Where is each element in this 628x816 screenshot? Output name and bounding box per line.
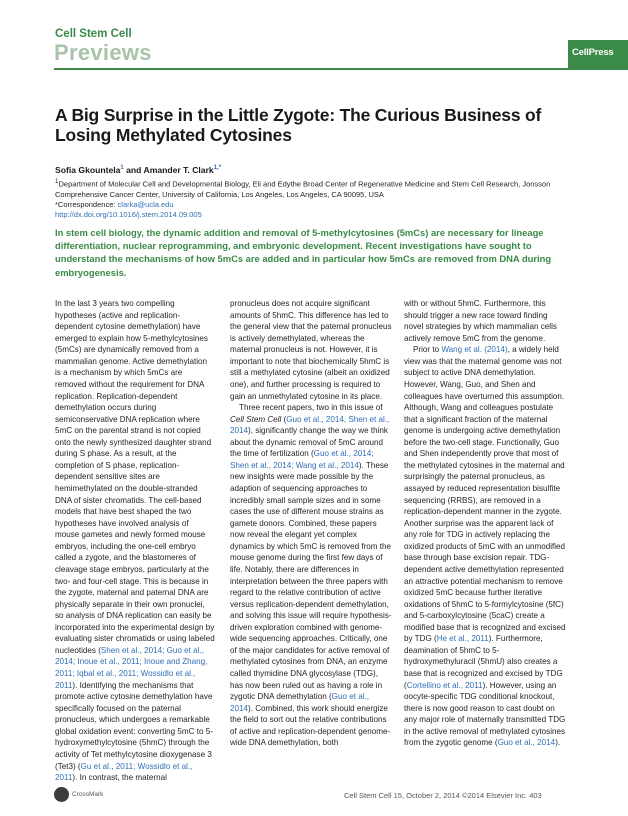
crossmark-icon	[54, 787, 69, 802]
body-paragraph	[230, 402, 392, 749]
section-title: Previews	[54, 40, 152, 65]
body-text: with or without 5hmC. Furthermore, this should trigger a new race toward finding novel strategies by which mammalian cells actively remove 5mC from the genome.	[404, 299, 557, 343]
reference-link[interactable]: Cortellino et al., 2011	[406, 680, 483, 690]
body-column-2	[230, 298, 392, 749]
journal-italic: Cell Stem Cell	[230, 414, 282, 424]
body-column-1	[55, 298, 215, 784]
body-text: ). Furthermore, deamination of 5hmC to 5-hydroxymethyluracil (5hmU) also creates a base that is recognized and excised by TDG (	[404, 634, 563, 690]
article-title: A Big Surprise in the Little Zygote: The Curious Business of Losing Methylated Cytosines	[55, 105, 542, 145]
author-2-affiliation-mark: 1,*	[213, 165, 222, 172]
body-text: pronucleus does not acquire significant amounts of 5hmC. This difference has led to the general view that the paternal pronucleus is actively demethylated, whereas the maternal pronucleus is not. However, it is important to note that biochemically 5hmC is still a methylated cytosine (albeit an oxidized one), and further processing is required to gain an unmethylated cytosine in its place.	[230, 299, 392, 401]
reference-link[interactable]: Guo et al., 2014; Shen et al., 2014; Wang et al., 2014	[230, 449, 374, 470]
reference-link[interactable]: Shen et al., 2014; Guo et al., 2014; Inoue et al., 2011; Inoue and Zhang, 2011; Iqbal et al., 2011; Wossidlo et al., 2011	[55, 645, 208, 690]
body-text: ). In contrast, the maternal	[72, 773, 167, 783]
body-text: In the last 3 years two compelling hypotheses (active and replication-dependent cytosine demethylation) have emerged to explain how 5-methylcytosines (5mCs) are dynamically removed from a mammalian genome. Active demethylation is a mechanism by which 5mCs are removed without the requirement for DNA replication. Replication-dependent demethylation occurs during semiconservative DNA replication where 5mC on the parental strand is not copied onto the newly synthesized daughter strand during S phase. As a result, at the completion of S phase, replication-dependent sensitive sites are hemimethylated on the double-stranded DNA of sister chromatids. The cell-based models that have best shaped the two hypotheses have involved analysis of mouse gametes and newly formed mouse embryos, including the one-cell embryo called a zygote, and the blastomeres of cleavage stage embryos, particularly at the two- and four-cell stage. This is because in the zygote, maternal and paternal DNA are physically separate in their own pronuclei, so analysis of DNA replication can easily be incorporated into the experimental design by evaluating sister chromatids or using labeled nucleotides (	[55, 299, 215, 655]
correspondence	[55, 200, 575, 210]
correspondence-label: *Correspondence:	[55, 199, 118, 209]
body-text: Prior to	[413, 345, 442, 355]
body-paragraph	[55, 298, 215, 784]
correspondence-email-link[interactable]: clarka@ucla.edu	[117, 199, 174, 209]
body-text: ). Combined, this work should energize the field to sort out the relative contributions of active and replication-dependent genome-wide DNA demethylation, both	[230, 703, 391, 748]
author-2: Amander T. Clark	[143, 165, 214, 175]
reference-link[interactable]: Gu et al., 2011; Wossidlo et al., 2011	[55, 761, 193, 783]
author-line	[55, 165, 221, 175]
crossmark-label: CrossMark	[72, 791, 104, 798]
affiliation-mark: 1	[55, 178, 59, 185]
author-and: and	[123, 165, 144, 175]
reference-link[interactable]: Guo et al., 2014, Shen et al., 2014	[230, 414, 390, 436]
doi-link[interactable]: http://dx.doi.org/10.1016/j.stem.2014.09.005	[55, 210, 202, 220]
author-1: Sofia Gkountela	[55, 165, 121, 175]
reference-link[interactable]: He et al., 2011	[436, 634, 489, 644]
body-text: ). However, using an oocyte-specific TDG conditional knockout, there is now good reason to cast doubt on any major role of maternally transmitted TDG in the active removal of methylated cytosines from the zygotic genome (	[404, 680, 566, 748]
body-text: ). Identifying the mechanisms that promote active cytosine demethylation have specifically focused on the paternal pronucleus, which undergoes a remarkable global oxidation event: converting 5mC to 5-hydroxymethylcytosine (5hmC) through the activity of Tet methylcytosine dioxygenase 3 (Tet3) (	[55, 680, 213, 771]
body-text: ), significantly change the way we think about the dynamic removal of 5mC around the time of fertilization (	[230, 426, 388, 459]
body-text: Three recent papers, two in this issue of	[239, 403, 383, 413]
footer-citation: Cell Stem Cell 15, October 2, 2014 ©2014 Elsevier Inc. 403	[344, 791, 542, 800]
abstract: In stem cell biology, the dynamic addition and removal of 5-methylcytosines (5mCs) are necessary for lineage differentiation, nuclear reprogramming, and embryonic development. Recent investigations have sought to understand the mechanisms of how 5mCs are added and in particular how 5mCs are removed from DNA during embryogenesis.	[55, 227, 552, 278]
body-text: ).	[555, 738, 561, 748]
body-text: (	[281, 414, 287, 424]
reference-link[interactable]: Guo et al., 2014	[497, 738, 556, 748]
affiliation	[55, 177, 575, 200]
author-1-affiliation-mark: 1	[120, 165, 124, 172]
reference-link[interactable]: Guo et al., 2014	[230, 692, 370, 713]
body-text: , a widely held view was that the maternal genome was not subject to active DNA demethylation. However, Wang, Guo, and Shen and colleagues have overturned this assumption. Although, Wang and colleagues postulate that a significant fraction of the maternal genome is undergoing active demethylation before the two-cell stage. Functionally, Guo and Shen independently prove that most of the methylated cytosines in the maternal and surprisingly the paternal pronucleus, as assayed by reduced representation bisulfite sequencing (RRBS), are removed in a replication-dependent manner in the zygote. Another surprise was the apparent lack of any role for TDG in actively replacing the oxidized products of 5mC with an unmodified base through base excision repair. TDG-dependent active demethylation represented an attractive potential mechanism to remove oxidized 5mC because further iterative oxidations of 5hmC to 5-formylcytosine (5fC) and 5-carboxylcytosine (5caC) create a modified base that is recognized and excised by TDG (	[404, 345, 566, 644]
body-paragraph	[404, 344, 566, 749]
body-text: ). These new insights were made possible by the adaption of sequencing approaches to incredibly small sample sizes and in some cases the use of different mouse strains as gamete donors. Combined, these papers now reveal the elegant yet complex dynamics by which 5mC is removed from the mouse genome during the first few days of life. Notably, there are differences in interpretation between the three papers with regard to the relative contribution of active versus replication-dependent demethylation, and solving this issue will require hypothesis-driven exploration combined with genome-wide sequencing approaches. Critically, one of the major candidates for active removal of methylated cytosines from DNA, an enzyme called thymidine DNA glycosylase (TDG), has now been ruled out as having a role in zygotic DNA demethylation (	[230, 460, 392, 702]
body-paragraph	[404, 298, 566, 344]
header-rule	[54, 68, 568, 70]
reference-link[interactable]: Wang et al. (2014)	[441, 345, 508, 355]
cellpress-logo: CellPress	[572, 47, 614, 58]
body-paragraph	[230, 298, 392, 402]
affiliation-block	[55, 177, 575, 220]
affiliation-text: Department of Molecular Cell and Developmental Biology, Eli and Edythe Broad Center of Regenerative Medicine and Stem Cell Research, Jonsson Comprehensive Cancer Center, University of California, Los Angeles, Los Angeles, CA 90095, USA	[55, 179, 551, 199]
body-column-3	[404, 298, 566, 749]
journal-name: Cell Stem Cell	[55, 28, 132, 40]
crossmark-badge[interactable]	[54, 787, 114, 803]
